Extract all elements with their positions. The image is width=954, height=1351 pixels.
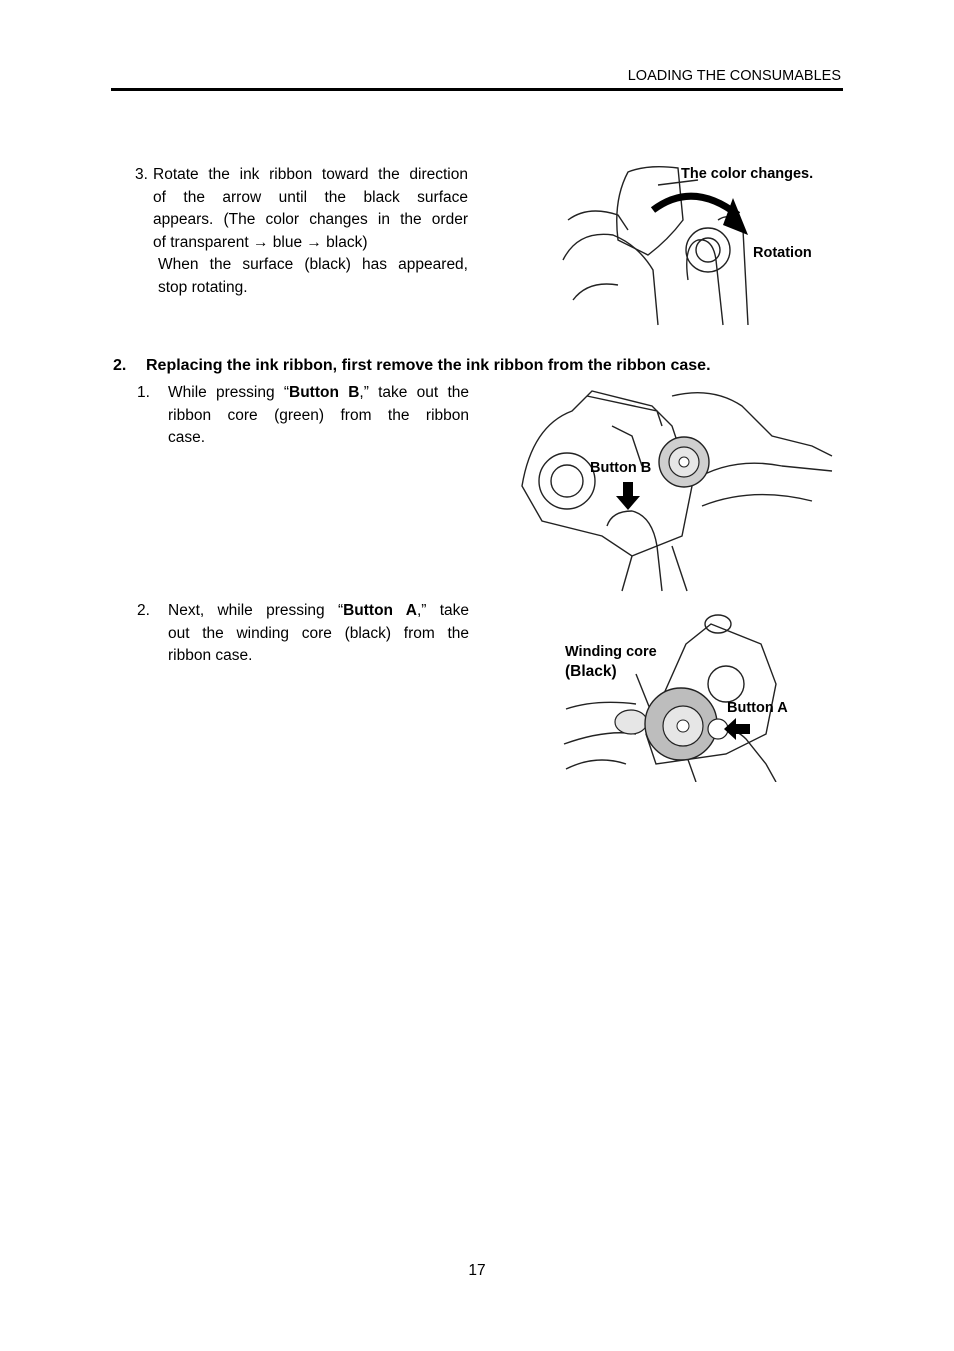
section-number: 2. — [113, 357, 127, 374]
winding-core-color-label: (Black) — [565, 663, 617, 680]
header-title: LOADING THE CONSUMABLES — [627, 68, 841, 84]
text-run: ,” take out the — [359, 384, 470, 401]
rotation-figure — [558, 160, 838, 330]
substep-1-instruction — [168, 382, 469, 450]
ribbon-case-illustration — [512, 386, 834, 594]
step-3-line: appears. (The color changes in the order — [153, 211, 468, 229]
rotation-label: Rotation — [753, 245, 812, 261]
step-3-line: of transparent → blue → black) — [153, 233, 368, 251]
button-b-figure — [512, 386, 834, 594]
text-run: Next, while pressing “ — [168, 602, 344, 619]
color-changes-label: The color changes. — [681, 166, 814, 182]
step-3-line: Rotate the ink ribbon toward the direction — [153, 166, 468, 183]
button-a-term: Button A — [343, 602, 417, 619]
header-rule — [111, 88, 843, 91]
substep-2-line — [168, 600, 469, 623]
page-number: 17 — [468, 1262, 486, 1279]
step-3-line: of the arrow until the black surface — [153, 188, 468, 206]
step-number: 3. — [135, 166, 148, 183]
step-3-note — [158, 254, 468, 299]
substep-2-line: out the winding core (black) from the — [168, 624, 469, 642]
section-title: Replacing the ink ribbon, first remove the ink ribbon from the ribbon case. — [146, 357, 711, 374]
button-a-label: Button A — [727, 700, 788, 716]
substep-number: 1. — [137, 384, 150, 401]
winding-core-label: Winding core — [565, 644, 657, 660]
substep-number: 2. — [137, 602, 150, 619]
button-a-figure — [486, 604, 832, 782]
substep-1-line: ribbon core (green) from the ribbon — [168, 406, 469, 424]
button-b-label: Button B — [590, 460, 652, 476]
substep-1-line — [168, 382, 469, 405]
step-3-note-line: stop rotating. — [158, 278, 248, 296]
substep-1-line: case. — [168, 429, 206, 447]
button-b-term: Button B — [289, 384, 360, 401]
step-3-note-line: When the surface (black) has appeared, — [158, 256, 468, 273]
text-run: While pressing “ — [168, 384, 290, 401]
step-3-instruction — [153, 164, 468, 254]
winding-core-illustration — [486, 604, 832, 782]
substep-2-line: ribbon case. — [168, 647, 253, 665]
substep-2-instruction — [168, 600, 469, 668]
text-run: ,” take — [416, 602, 469, 619]
